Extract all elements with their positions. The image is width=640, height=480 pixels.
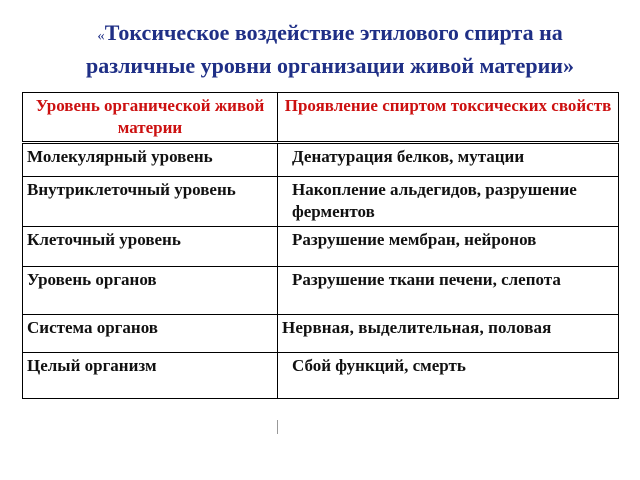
header-level: Уровень органической живой материи [23,93,278,143]
toxicity-table [22,92,619,399]
row-effect: Нервная, выделительная, половая [278,315,619,353]
title-text: Токсическое воздействие этилового спирта на различные уровни организации живой материи» [86,20,574,78]
row-level: Молекулярный уровень [23,143,278,177]
column-divider-tail [277,420,278,434]
slide-title [40,18,620,80]
table-row [23,227,619,267]
table-row [23,143,619,177]
table-row [23,177,619,227]
row-effect: Накопление альдегидов, разрушение ферментов [278,177,619,227]
row-level: Целый организм [23,353,278,399]
row-effect: Денатурация белков, мутации [278,143,619,177]
title-open-quote: « [97,28,105,44]
row-level: Система органов [23,315,278,353]
table-row [23,315,619,353]
table-row [23,353,619,399]
table-header-row [23,93,619,143]
row-effect: Сбой функций, смерть [278,353,619,399]
row-level: Уровень органов [23,267,278,315]
row-level: Клеточный уровень [23,227,278,267]
row-effect: Разрушение ткани печени, слепота [278,267,619,315]
table-row [23,267,619,315]
row-level: Внутриклеточный уровень [23,177,278,227]
header-manifestation: Проявление спиртом токсических свойств [278,93,619,143]
row-effect: Разрушение мембран, нейронов [278,227,619,267]
